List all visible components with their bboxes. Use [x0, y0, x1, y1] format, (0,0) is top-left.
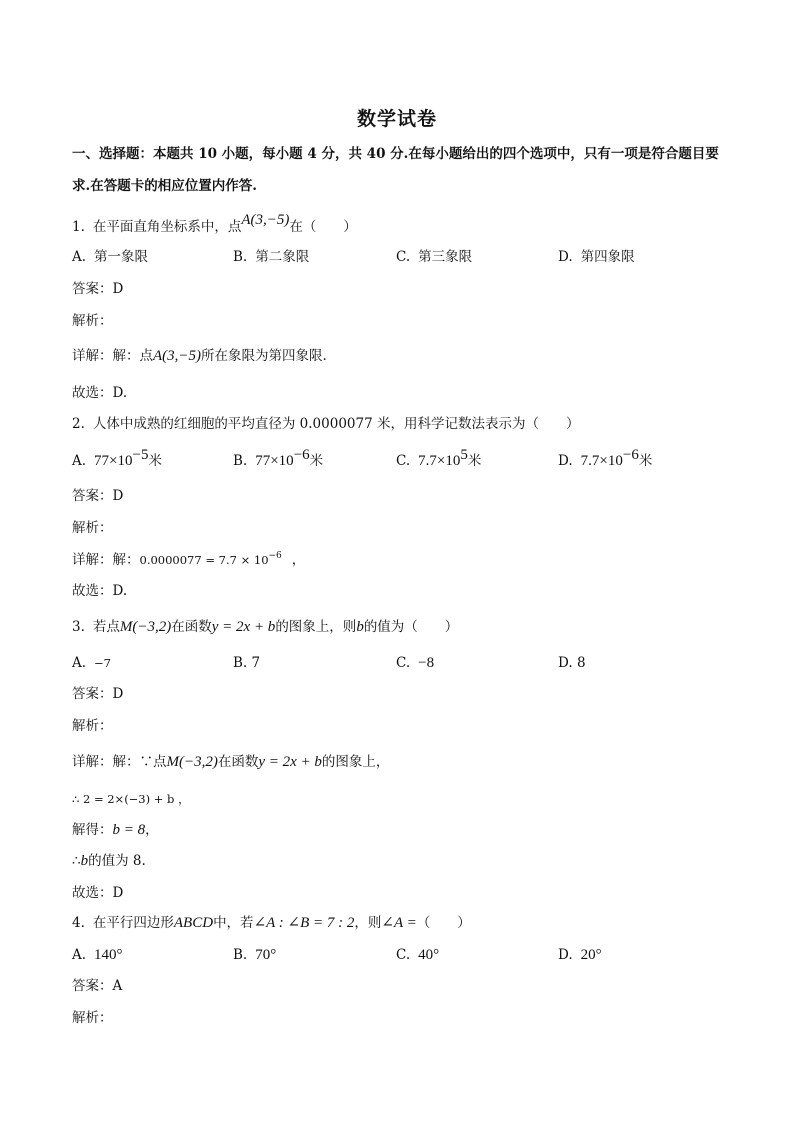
- question-2-answer: 答案：D: [72, 488, 124, 504]
- option-b: B. 70°: [233, 947, 277, 963]
- option-d: D. 第四象限: [558, 249, 635, 265]
- option-a: A. 第一象限: [72, 249, 149, 265]
- math-function: y = 2x + b: [258, 754, 322, 770]
- option-a: A. 140°: [72, 947, 123, 963]
- question-number: 1.: [72, 219, 85, 235]
- stem-text: 在平面直角坐标系中，点: [92, 219, 242, 235]
- option-b: B. $77\times 10^{-6}$米: [233, 447, 324, 469]
- question-3-step-2: 解得：b = 8，: [72, 822, 159, 838]
- question-2-choice: 故选：D.: [72, 583, 128, 599]
- section-instructions-line2: 求.在答题卡的相应位置内作答.: [72, 178, 257, 194]
- option-c: C. 第三象限: [396, 249, 473, 265]
- question-2-stem: [72, 414, 579, 434]
- option-b: B. 7: [233, 655, 261, 671]
- option-c: C. 40°: [396, 947, 440, 963]
- option-b: B. 第二象限: [233, 249, 310, 265]
- math-angle: ∠A =: [381, 915, 417, 931]
- question-4-stem: 4. 在平行四边形ABCD中，若∠A : ∠B = 7 : 2，则∠A =（ ）: [72, 915, 471, 931]
- question-3-stem: 3. 若点M(−3,2)在函数y = 2x + b的图象上，则b的值为（ ）: [72, 619, 459, 635]
- math-point: M(−3,2): [166, 754, 218, 770]
- question-1-answer: 答案：D: [72, 281, 124, 297]
- question-number: 4.: [72, 915, 85, 931]
- page-title: 数学试卷: [356, 108, 437, 130]
- question-1-detail: 详解：解：点A(3,−5)所在象限为第四象限.: [72, 348, 327, 364]
- question-4-analysis-label: 解析：: [72, 1010, 113, 1026]
- option-d: D. 8: [558, 655, 586, 671]
- section-instructions-line1: 一、选择题：本题共 10 小题，每小题 4 分，共 40 分.在每小题给出的四个选项中，只有一项是符合题目要: [72, 146, 719, 162]
- option-a: A. $77\times 10^{-5}$米: [72, 447, 162, 469]
- math-function: y = 2x + b: [211, 619, 276, 635]
- option-d: D. $7.7\times 10^{-6}$米: [558, 447, 653, 469]
- question-3-step-3: ∴b的值为 8.: [72, 853, 146, 869]
- question-2-options: [0, 447, 794, 471]
- question-1-choice: 故选：D.: [72, 385, 128, 401]
- question-3-answer: 答案：D: [72, 686, 124, 702]
- question-2-detail: 详解：解：$0.0000077 = 7.7 \times 10^{-6}$ ，: [72, 551, 306, 568]
- option-c: C. $7.7\times 10^5$米: [396, 447, 482, 469]
- stem-text: 在（ ）: [289, 219, 357, 235]
- question-number: 2.: [72, 416, 85, 432]
- option-c: C. −8: [396, 655, 435, 671]
- question-1-options: [0, 247, 794, 267]
- question-3-choice: 故选：D: [72, 885, 124, 901]
- stem-text: 人体中成熟的红细胞的平均直径为 0.0000077 米，用科学记数法表示为（ ）: [92, 416, 580, 432]
- question-1-stem: [72, 212, 357, 237]
- math-point: A(3,−5): [153, 348, 202, 364]
- question-number: 3.: [72, 619, 85, 635]
- question-4-answer: 答案：A: [72, 978, 123, 994]
- math-ratio: ∠A : ∠B = 7 : 2: [253, 915, 355, 931]
- option-d: D. 20°: [558, 947, 602, 963]
- math-point: M(−3,2): [119, 619, 172, 635]
- math-point: A(3,−5): [241, 212, 290, 228]
- math-variable: b: [356, 619, 364, 635]
- question-3-options: [0, 653, 794, 673]
- question-2-analysis-label: 解析：: [72, 520, 113, 536]
- question-3-analysis-label: 解析：: [72, 718, 113, 734]
- question-1-analysis-label: 解析：: [72, 313, 113, 329]
- math-shape: ABCD: [173, 915, 214, 931]
- option-a: A. −7: [72, 655, 111, 671]
- question-3-detail: 详解：解：∵点M(−3,2)在函数y = 2x + b的图象上，: [72, 754, 390, 770]
- question-4-options: [0, 945, 794, 965]
- question-3-step-1: ∴ 2 = 2×(−3) + b ，: [72, 792, 190, 806]
